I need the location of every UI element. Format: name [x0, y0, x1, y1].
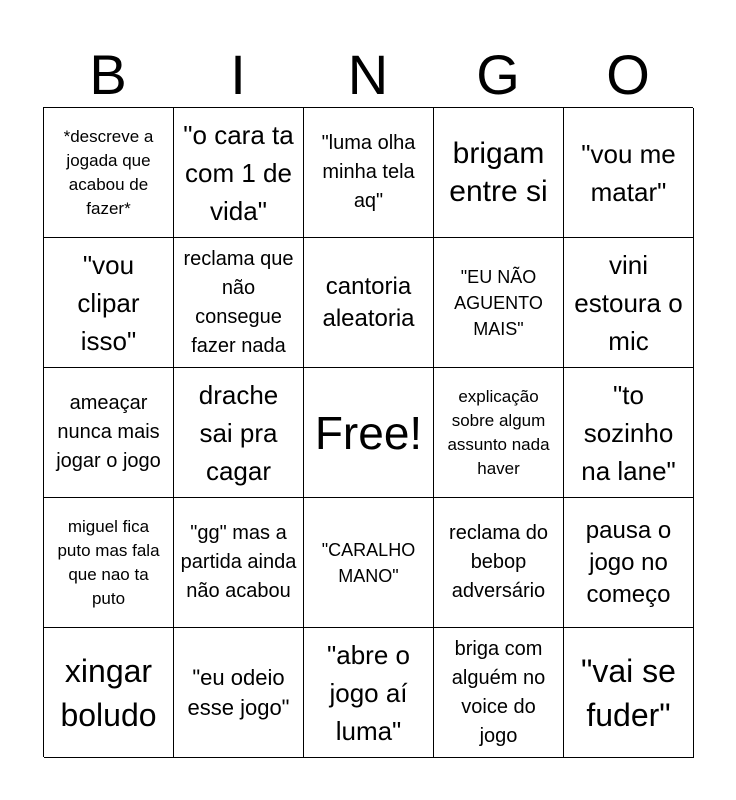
bingo-cell[interactable]: [174, 238, 304, 368]
bingo-cell[interactable]: [174, 368, 304, 498]
cell-text: "o cara ta com 1 de vida": [183, 119, 294, 226]
cell-text: briga com alguém no voice do jogo: [451, 637, 546, 747]
bingo-cell[interactable]: [564, 368, 694, 498]
header-letter-o: O: [606, 43, 650, 106]
cell-text: "vai se fuder": [581, 652, 676, 733]
bingo-cell[interactable]: [304, 498, 434, 628]
bingo-cell[interactable]: [434, 498, 564, 628]
cell-text: "vou clipar isso": [77, 249, 140, 356]
bingo-cell[interactable]: [304, 628, 434, 758]
bingo-cell[interactable]: [304, 238, 434, 368]
free-space-cell[interactable]: [304, 368, 434, 498]
bingo-cell[interactable]: [564, 498, 694, 628]
cell-text: reclama do bebop adversário: [449, 522, 548, 602]
bingo-cell[interactable]: [434, 108, 564, 238]
cell-text: pausa o jogo no começo: [585, 516, 672, 608]
header-letter-g: G: [476, 43, 520, 106]
cell-text: vini estoura o mic: [574, 249, 683, 356]
cell-text: cantoria aleatoria: [322, 272, 415, 332]
bingo-cell[interactable]: [174, 498, 304, 628]
header-letter-n: N: [347, 43, 389, 106]
bingo-cell[interactable]: [564, 238, 694, 368]
cell-text: "to sozinho na lane": [581, 379, 676, 486]
free-space-text: Free!: [314, 406, 423, 459]
cell-text: "CARALHO MANO": [321, 539, 416, 586]
bingo-cell[interactable]: [434, 628, 564, 758]
header-letter-b: B: [89, 43, 127, 106]
cell-text: ameaçar nunca mais jogar o jogo: [56, 392, 161, 472]
bingo-cell[interactable]: [174, 628, 304, 758]
cell-text: reclama que não consegue fazer nada: [183, 247, 294, 357]
bingo-cell[interactable]: [44, 238, 174, 368]
cell-text: "EU NÃO AGUENTO MAIS": [454, 266, 543, 339]
bingo-cell[interactable]: [434, 238, 564, 368]
bingo-cell[interactable]: [564, 628, 694, 758]
cell-text: "luma olha minha tela aq": [321, 132, 416, 212]
cell-text: brigam entre si: [449, 136, 548, 208]
cell-text: miguel fica puto mas fala que nao ta puto: [57, 516, 160, 608]
cell-text: "eu odeio esse jogo": [187, 664, 290, 720]
bingo-cell[interactable]: [44, 368, 174, 498]
bingo-cell[interactable]: [434, 368, 564, 498]
bingo-cell[interactable]: [44, 498, 174, 628]
cell-text: *descreve a jogada que acabou de fazer*: [63, 126, 154, 218]
bingo-grid: [43, 107, 693, 757]
bingo-cell[interactable]: [44, 108, 174, 238]
cell-text: drache sai pra cagar: [198, 379, 279, 486]
bingo-cell[interactable]: [174, 108, 304, 238]
cell-text: "abre o jogo aí luma": [327, 639, 410, 746]
cell-text: "vou me matar": [581, 138, 676, 207]
header-letter-i: I: [230, 43, 246, 106]
bingo-header: [43, 44, 693, 106]
cell-text: explicação sobre algum assunto nada haver: [447, 386, 550, 478]
bingo-cell[interactable]: [564, 108, 694, 238]
bingo-cell[interactable]: [304, 108, 434, 238]
cell-text: xingar boludo: [60, 652, 157, 733]
bingo-cell[interactable]: [44, 628, 174, 758]
cell-text: "gg" mas a partida ainda não acabou: [180, 522, 297, 602]
